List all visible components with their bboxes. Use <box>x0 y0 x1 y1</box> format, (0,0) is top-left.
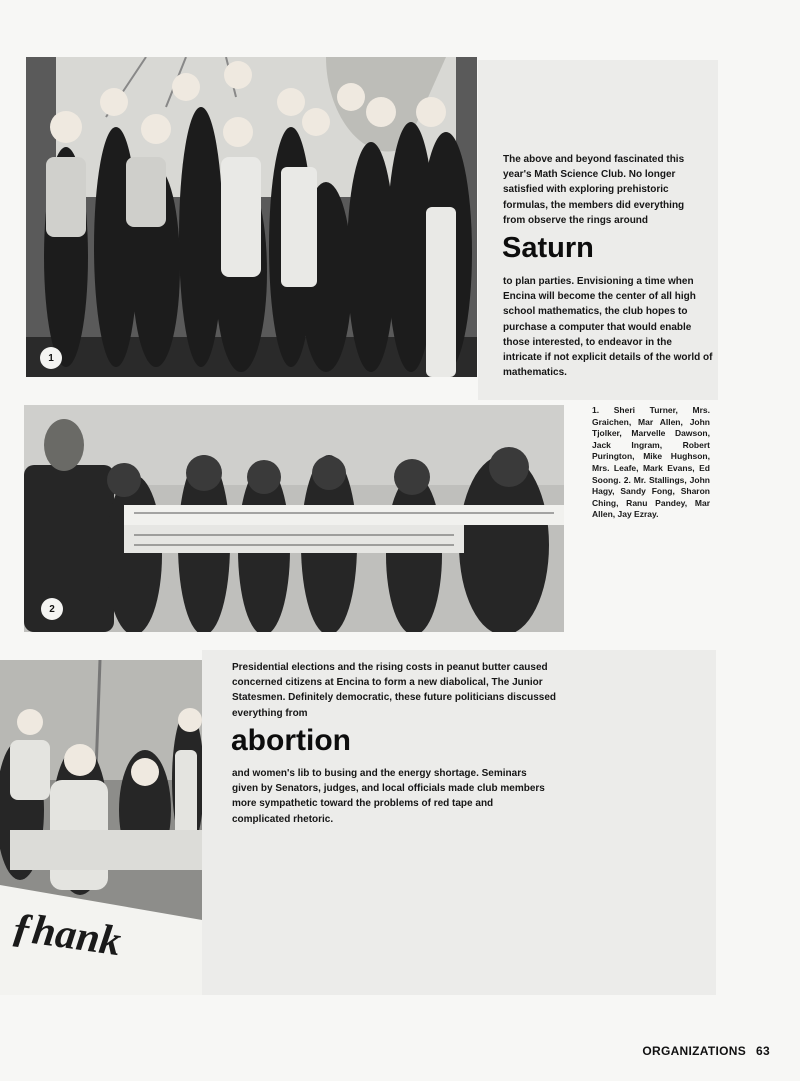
statesmen-intro-text: Presidential elections and the rising costs in peanut butter caused concerned citizens at Encina to form a new diabolical, The Junior Statesmen. Definitely democratic, these future politicians discussed everything from <box>232 662 556 719</box>
photo-slide-rule <box>24 405 564 632</box>
section-label: ORGANIZATIONS <box>642 1044 747 1058</box>
group-portrait-image <box>26 57 477 377</box>
page-number: 63 <box>756 1044 770 1058</box>
photo-banner-painting <box>0 660 202 995</box>
photo-caption: 1. Sheri Turner, Mrs. Graichen, Mar Allen, John Tjolker, Marvelle Dawson, Jack Ingram, Robert Purington, Mike Hughson, Mrs. Leafe, Mark Evans, Ed Soong. 2. Mr. Stallings, John Hagy, Sandy Fong, Sharon Ching, Ranu Pandey, Mar Allen, Jay Ezray. <box>592 405 710 520</box>
page-footer <box>632 1044 770 1058</box>
math-club-body-text: to plan parties. Envisioning a time when Encina will become the center of all high school mathematics, the club hopes to purchase a computer that would enable those interested, to endeavor in the intricate if not explicit details of the world of mathematics. <box>503 276 713 379</box>
math-club-intro-text: The above and beyond fascinated this year's Math Science Club. No longer satisfied with exploring prehistoric formulas, the members did everything from observe the rings around <box>503 154 685 226</box>
statesmen-body-text: and women's lib to busing and the energy shortage. Seminars given by Senators, judges, and local officials made club members more sympathetic toward the problems of red tape and complicated rhetoric. <box>232 768 545 825</box>
photo-number-badge: 2 <box>41 598 63 620</box>
photo-math-club <box>26 57 477 377</box>
statesmen-headline: abortion <box>231 724 351 757</box>
slide-rule-group-image <box>24 405 564 632</box>
banner-painting-image <box>0 660 202 995</box>
photo-number-badge: 1 <box>40 347 62 369</box>
banner-lettering: ƒhank <box>8 904 124 966</box>
math-club-headline: Saturn <box>502 232 594 264</box>
